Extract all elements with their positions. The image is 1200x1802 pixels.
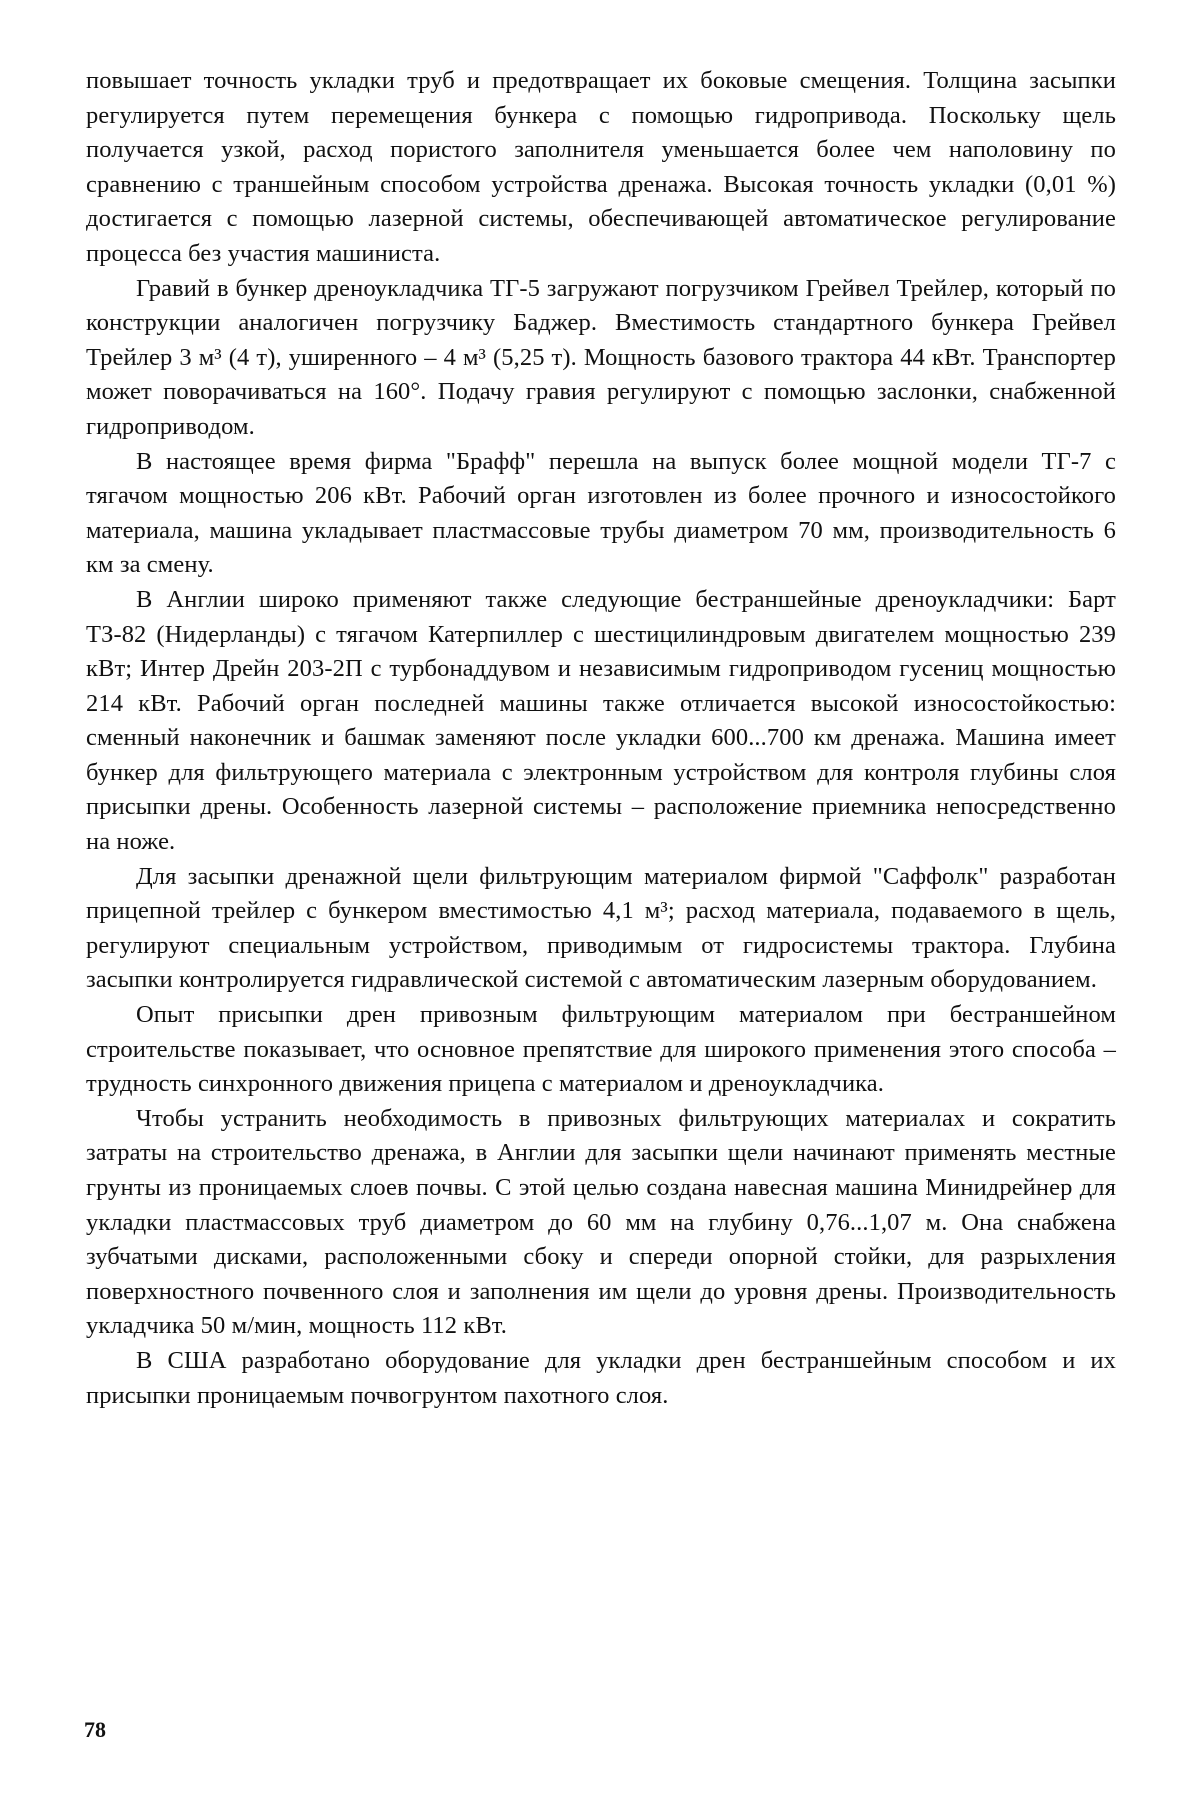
paragraph: Чтобы устранить необходимость в привозных фильтрующих материалах и сократить затраты на строительство дренажа, в Англии для засыпки щели начинают применять местные грунты из проницаемых слоев почвы. С этой целью создана навесная машина Минидрейнер для укладки пластмассовых труб диаметром до 60 мм на глубину 0,76...1,07 м. Она снабжена зубчатыми дисками, расположенными сбоку и спереди опорной стойки, для разрыхления поверхностного почвенного слоя и заполнения им щели до уровня дрены. Производительность укладчика 50 м/мин, мощность 112 кВт. [86,1104,1116,1340]
paragraph: В настоящее время фирма "Брафф" перешла на выпуск более мощной модели ТГ-7 с тягачом мощностью 206 кВт. Рабочий орган изготовлен из более прочного и износостойкого материала, машина укладывает пластмассовые трубы диаметром 70 мм, производительность 6 км за смену. [86,447,1116,579]
paragraph: повышает точность укладки труб и предотвращает их боковые смещения. Толщина засыпки регулируется путем перемещения бункера с помощью гидропривода. Поскольку щель получается узкой, расход пористого заполнителя уменьшается более чем наполовину по сравнению с траншейным способом устройства дренажа. Высокая точность укладки (0,01 %) достигается с помощью лазерной системы, обеспечивающей автоматическое регулирование процесса без участия машиниста. [86,67,1116,267]
paragraph: Для засыпки дренажной щели фильтрующим материалом фирмой "Саффолк" разработан прицепной трейлер с бункером вместимостью 4,1 м³; расход материала, подаваемого в щель, регулируют специальным устройством, приводимым от гидросистемы трактора. Глубина засыпки контролируется гидравлической системой с автоматическим лазерным оборудованием. [86,862,1116,994]
paragraph: Гравий в бункер дреноукладчика ТГ-5 загружают погрузчиком Грейвел Трейлер, который по конструкции аналогичен погрузчику Баджер. Вместимость стандартного бункера Грейвел Трейлер 3 м³ (4 т), уширенного – 4 м³ (5,25 т). Мощность базового трактора 44 кВт. Транспортер может поворачиваться на 160°. Подачу гравия регулируют с помощью заслонки, снабженной гидроприводом. [86,274,1116,440]
body-text [86,64,1116,1413]
paragraph: В Англии широко применяют также следующие бестраншейные дреноукладчики: Барт ТЗ-82 (Нидерланды) с тягачом Катерпиллер с шестицилиндровым двигателем мощностью 239 кВт; Интер Дрейн 203-2П с турбонаддувом и независимым гидроприводом гусениц мощностью 214 кВт. Рабочий орган последней машины также отличается высокой износостойкостью: сменный наконечник и башмак заменяют после укладки 600...700 км дренажа. Машина имеет бункер для фильтрующего материала с электронным устройством для контроля глубины слоя присыпки дрены. Особенность лазерной системы – расположение приемника непосредственно на ноже. [86,585,1116,856]
paragraph: В США разработано оборудование для укладки дрен бестраншейным способом и их присыпки проницаемым почвогрунтом пахотного слоя. [86,1346,1116,1409]
paragraph: Опыт присыпки дрен привозным фильтрующим материалом при бестраншейном строительстве показывает, что основное препятствие для широкого применения этого способа – трудность синхронного движения прицепа с материалом и дреноукладчика. [86,1001,1116,1098]
page-number: 78 [84,1717,106,1742]
